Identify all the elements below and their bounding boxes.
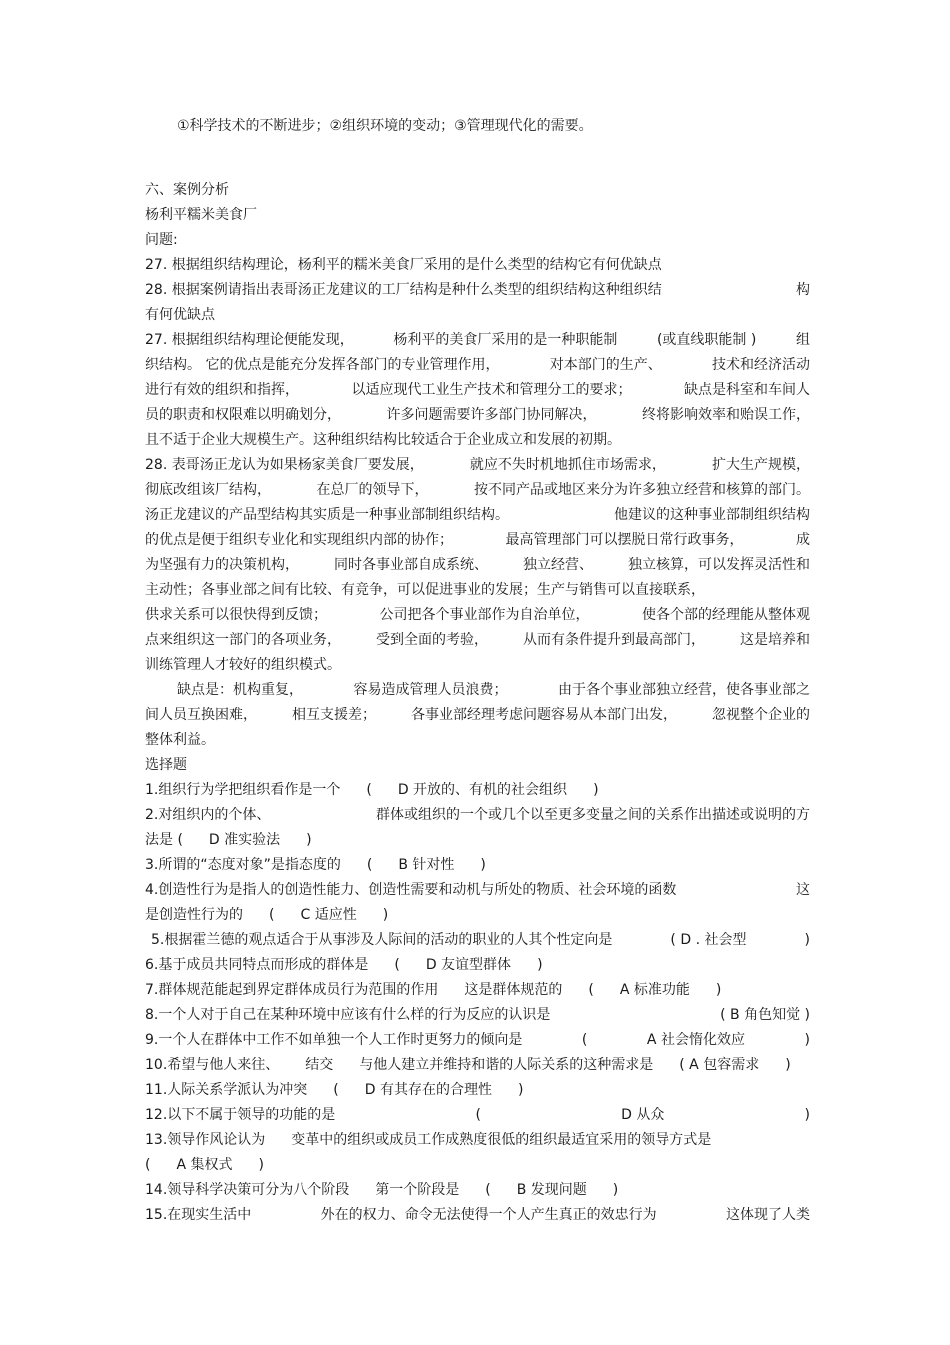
- answer-27-line: [145, 328, 810, 353]
- mc-answer-segment: ): [804, 1107, 810, 1123]
- mc-answer-segment: (: [366, 857, 373, 873]
- mc-answer-segment: ): [593, 782, 599, 798]
- mc-question-line: [145, 903, 810, 928]
- question-28-tail: 构: [796, 282, 810, 298]
- answer-28-segment: 点来组织这一部门的各项业务，: [145, 632, 341, 648]
- mc-question-line: [145, 778, 810, 803]
- mc-answer-segment: (: [581, 1032, 588, 1048]
- mc-answer-segment: (: [475, 1107, 481, 1123]
- answer-28-segment: 在总厂的领导下，: [316, 482, 429, 498]
- answer-27-segment: 织结构。 它的优点是能充分发挥各部门的专业管理作用，: [145, 357, 500, 373]
- mc-question-text: 13.领导作风论认为: [145, 1132, 266, 1148]
- mc-answer-segment: (: [366, 782, 372, 798]
- answer-28-segment: 受到全面的考验，: [376, 632, 488, 648]
- questions-label: 问题:: [145, 232, 178, 248]
- mc-answer-segment: ): [517, 1082, 524, 1098]
- answer-28: [145, 453, 810, 678]
- mc-question-text: 6.基于成员共同特点而形成的群体是: [145, 957, 369, 973]
- mc-question-line: [145, 853, 810, 878]
- mc-answer-segment: 这是群体规范的: [464, 982, 563, 998]
- mc-answer-segment: ( D . 社会型: [670, 932, 747, 948]
- mc-question-text: 5.根据霍兰德的观点适合于从事涉及人际间的活动的职业的人其个性定向是: [151, 932, 613, 948]
- answer-28-line: [145, 478, 810, 503]
- mc-answer-segment: ): [785, 1057, 791, 1073]
- mc-question-line: [145, 1078, 810, 1103]
- mc-answer-segment: 这体现了人类: [725, 1207, 810, 1223]
- answer-27-segment: 技术和经济活动: [711, 357, 810, 373]
- answer-28-segment: 训练管理人才较好的组织模式。: [145, 657, 341, 673]
- answer-28-segment: 成: [796, 532, 810, 548]
- mc-question-text: (: [145, 1157, 151, 1173]
- answer-28-segment: 最高管理部门可以摆脱日常行政事务，: [505, 532, 744, 548]
- answer-28-segment: 独立经营、: [523, 557, 593, 573]
- document-body: [145, 114, 810, 1228]
- mc-question-line: [145, 1203, 810, 1228]
- mc-answer-segment: ): [804, 1032, 810, 1048]
- mc-question-line: [145, 953, 810, 978]
- mc-question-line: [145, 1103, 810, 1128]
- answer-28-line: [145, 553, 810, 578]
- answer-27-segment: 杨利平的美食厂采用的是一种职能制: [393, 332, 618, 348]
- mc-question-text: 4.创造性行为是指人的创造性能力、创造性需要和动机与所处的物质、社会环境的函数: [145, 882, 677, 898]
- mc-question-line: [145, 928, 810, 953]
- mc-answer-segment: (: [394, 957, 400, 973]
- mc-answer-segment: D 有其存在的合理性: [364, 1082, 492, 1098]
- mc-answer-segment: ): [715, 982, 722, 998]
- answer-27-segment: 终将影响效率和贻误工作，: [642, 407, 810, 423]
- mc-question-text: 9.一个人在群体中工作不如单独一个人工作时更努力的倾向是: [145, 1032, 523, 1048]
- answer-27-segment: 对本部门的生产、: [549, 357, 662, 373]
- answer-28-segment: 就应不失时机地抓住市场需求，: [469, 457, 666, 473]
- answer-27: [145, 328, 810, 453]
- mc-question-line: [145, 1053, 810, 1078]
- intro-line: ①科学技术的不断进步；②组织环境的变动；③管理现代化的需要。: [177, 118, 593, 134]
- answer-28-segment: 扩大生产规模，: [712, 457, 810, 473]
- mc-question-text: 2.对组织内的个体、: [145, 807, 271, 823]
- answer-28-segment: 独立核算，可以发挥灵活性和: [628, 557, 810, 573]
- mc-answer-segment: 结交: [305, 1057, 334, 1073]
- answer-28-line: [145, 628, 810, 653]
- mc-answer-segment: A 社会惰化效应: [646, 1032, 745, 1048]
- mc-answer-segment: 变革中的组织或成员工作成熟度很低的组织最适宜采用的领导方式是: [291, 1132, 712, 1148]
- mc-answer-segment: (: [588, 982, 594, 998]
- mc-answer-segment: ): [537, 957, 543, 973]
- answer-27-line: [145, 378, 810, 403]
- multiple-choice-list: [145, 778, 810, 1228]
- mc-answer-segment: D 友谊型群体: [425, 957, 512, 973]
- answer-27-line: [145, 353, 810, 378]
- answer-28-cons: [145, 678, 810, 753]
- mc-question-text: 10.希望与他人来往、: [145, 1057, 280, 1073]
- mc-question-line: [145, 1178, 810, 1203]
- mc-title: 选择题: [145, 757, 187, 773]
- answer-28-segment: 使各个部的经理能从整体观: [642, 607, 810, 623]
- answer-28-cons-segment: 间人员互换困难，: [145, 707, 257, 723]
- mc-question-text: 1.组织行为学把组织看作是一个: [145, 782, 341, 798]
- mc-question-text: 7.群体规范能起到界定群体成员行为范围的作用: [145, 982, 439, 998]
- mc-answer-segment: ): [382, 907, 389, 923]
- answer-28-segment: 公司把各个事业部作为自治单位，: [379, 607, 590, 623]
- answer-27-line: [145, 428, 810, 453]
- mc-answer-segment: (: [269, 907, 275, 923]
- question-28: [145, 278, 810, 303]
- mc-question-text: 12.以下不属于领导的功能的是: [145, 1107, 336, 1123]
- mc-question-line: [145, 803, 810, 828]
- mc-answer-segment: ): [480, 857, 486, 873]
- answer-28-cons-line: [145, 678, 810, 703]
- answer-28-cons-segment: 相互支援差；: [292, 707, 376, 723]
- mc-question-line: [145, 1028, 810, 1053]
- mc-answer-segment: ): [804, 932, 810, 948]
- answer-28-cons-segment: 缺点是：机构重复，: [177, 682, 303, 698]
- mc-question-text: 15.在现实生活中: [145, 1207, 252, 1223]
- mc-question-line: [145, 1153, 810, 1178]
- answer-27-segment: 且不适于企业大规模生产。这种组织结构比较适合于企业成立和发展的初期。: [145, 432, 621, 448]
- answer-28-segment: 这是培养和: [740, 632, 810, 648]
- mc-answer-segment: 群体或组织的一个或几个以至更多变量之间的关系作出描述或说明的方: [376, 807, 810, 823]
- mc-answer-segment: C 适应性: [300, 907, 357, 923]
- answer-27-segment: 许多问题需要许多部门协同解决，: [386, 407, 597, 423]
- mc-answer-segment: ( A 包容需求: [679, 1057, 760, 1073]
- answer-27-segment: 缺点是科室和车间人: [684, 382, 810, 398]
- mc-question-text: 8.一个人对于自己在某种环境中应该有什么样的行为反应的认识是: [145, 1007, 551, 1023]
- answer-27-segment: 进行有效的组织和指挥，: [145, 382, 299, 398]
- mc-question-text: 14.领导科学决策可分为八个阶段: [145, 1182, 350, 1198]
- mc-answer-segment: D 从众: [621, 1107, 665, 1123]
- mc-answer-segment: 与他人建立并维持和谐的人际关系的这种需求是: [359, 1057, 654, 1073]
- case-title: 杨利平糯米美食厂: [145, 207, 257, 223]
- answer-28-line: [145, 503, 810, 528]
- mc-answer-segment: A 标准功能: [619, 982, 690, 998]
- mc-answer-segment: D 开放的、有机的社会组织: [397, 782, 568, 798]
- mc-answer-segment: ): [306, 832, 312, 848]
- mc-question-line: [145, 1128, 810, 1153]
- answer-28-line: [145, 578, 810, 603]
- answer-28-segment: 汤正龙建议的产品型结构其实质是一种事业部制组织结构。: [145, 507, 509, 523]
- mc-answer-segment: (: [485, 1182, 491, 1198]
- spacer: [145, 139, 810, 178]
- answer-28-segment: 为坚强有力的决策机构，: [145, 557, 299, 573]
- answer-27-segment: 员的职责和权限难以明确划分，: [145, 407, 341, 423]
- answer-28-line: [145, 653, 810, 678]
- mc-question-line: [145, 878, 810, 903]
- mc-question-text: 是创造性行为的: [145, 907, 243, 923]
- answer-28-cons-segment: 忽视整个企业的: [712, 707, 810, 723]
- answer-28-cons-line: [145, 703, 810, 728]
- mc-question-line: [145, 1003, 810, 1028]
- answer-28-segment: 同时各事业部自成系统、: [334, 557, 488, 573]
- mc-answer-segment: B 发现问题: [516, 1182, 587, 1198]
- mc-answer-segment: (: [333, 1082, 339, 1098]
- answer-28-segment: 从而有条件提升到最高部门，: [523, 632, 705, 648]
- mc-answer-segment: B 针对性: [398, 857, 455, 873]
- answer-28-segment: 主动性；各事业部之间有比较、有竞争，可以促进事业的发展；生产与销售可以直接联系，: [145, 582, 705, 598]
- mc-answer-segment: 外在的权力、命令无法使得一个人产生真正的效忠行为: [320, 1207, 657, 1223]
- answer-27-segment: 组: [795, 332, 810, 348]
- mc-question-text: 3.所谓的“态度对象”是指态度的: [145, 857, 341, 873]
- section-title: 六、案例分析: [145, 182, 229, 198]
- answer-28-line: [145, 603, 810, 628]
- mc-answer-segment: ): [258, 1157, 264, 1173]
- answer-28-cons-segment: 各事业部经理考虑问题容易从本部门出发，: [411, 707, 677, 723]
- mc-question-text: 法是 (: [145, 832, 183, 848]
- answer-28-cons-segment: 由于各个事业部独立经营，使各事业部之: [558, 682, 810, 698]
- answer-28-cons-line: [145, 728, 810, 753]
- answer-28-segment: 彻底改组该厂结构，: [145, 482, 271, 498]
- answer-28-line: [145, 528, 810, 553]
- mc-answer-segment: ): [612, 1182, 619, 1198]
- mc-answer-segment: A 集权式: [176, 1157, 233, 1173]
- question-28-continued: 有何优缺点: [145, 307, 215, 323]
- mc-question-line: [145, 828, 810, 853]
- answer-27-segment: 以适应现代工业生产技术和管理分工的要求；: [351, 382, 632, 398]
- answer-28-segment: 的优点是便于组织专业化和实现组织内部的协作；: [145, 532, 453, 548]
- answer-27-line: [145, 403, 810, 428]
- answer-28-segment: 供求关系可以很快得到反馈；: [145, 607, 327, 623]
- mc-question-line: [145, 978, 810, 1003]
- answer-27-segment: (或直线职能制 ): [656, 332, 757, 348]
- mc-answer-segment: 第一个阶段是: [375, 1182, 460, 1198]
- answer-27-segment: 27. 根据组织结构理论便能发现，: [145, 332, 354, 348]
- answer-28-segment: 按不同产品或地区来分为许多独立经营和核算的部门。: [474, 482, 810, 498]
- answer-28-segment: 他建议的这种事业部制组织结构: [614, 507, 810, 523]
- question-27: 27. 根据组织结构理论，杨利平的糯米美食厂采用的是什么类型的结构它有何优缺点: [145, 257, 662, 273]
- mc-answer-segment: D 准实验法: [208, 832, 281, 848]
- answer-28-segment: 28. 表哥汤正龙认为如果杨家美食厂要发展，: [145, 457, 424, 473]
- mc-question-text: 11.人际关系学派认为冲突: [145, 1082, 308, 1098]
- question-28-text: 28. 根据案例请指出表哥汤正龙建议的工厂结构是种什么类型的组织结构这种组织结: [145, 282, 662, 298]
- answer-28-cons-segment: 整体利益。: [145, 732, 215, 748]
- answer-28-line: [145, 453, 810, 478]
- mc-answer-segment: ( B 角色知觉 ): [720, 1007, 810, 1023]
- mc-answer-segment: 这: [796, 882, 810, 898]
- answer-28-cons-segment: 容易造成管理人员浪费；: [353, 682, 508, 698]
